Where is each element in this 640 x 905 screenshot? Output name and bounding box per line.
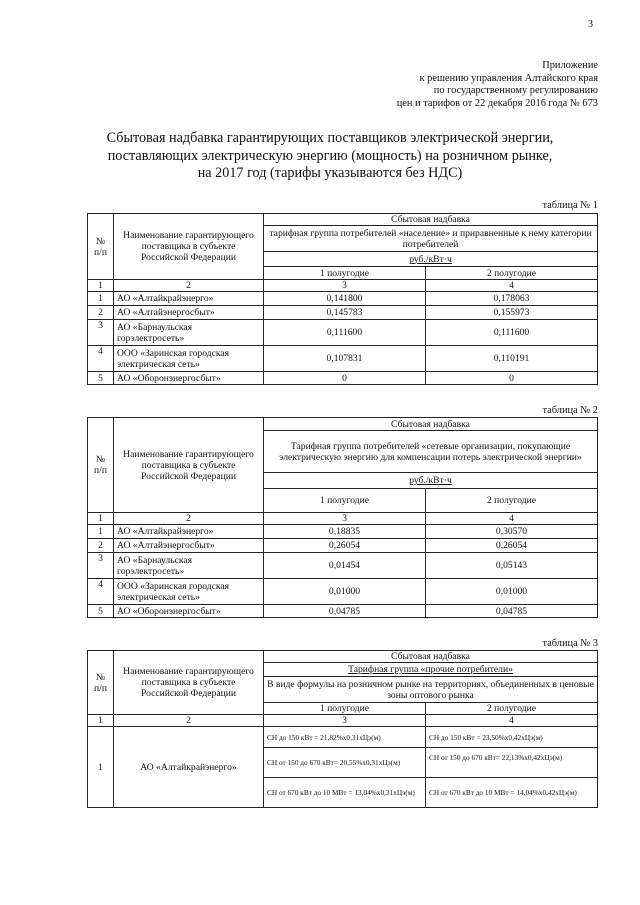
header-markup: Сбытовая надбавка bbox=[264, 651, 598, 663]
header-tariff-group: тарифная группа потребителей «население» и приравненные к нему категории потребителей bbox=[264, 226, 598, 252]
header-name: Наименование гарантирующего поставщика в субъекте Российской Федерации bbox=[114, 214, 264, 280]
index-cell: 3 bbox=[264, 715, 426, 727]
table-1-label: таблица № 1 bbox=[542, 200, 598, 211]
row-name: АО «Алтайкрайэнерго» bbox=[114, 727, 264, 808]
table-3 bbox=[87, 650, 598, 808]
header-name: Наименование гарантирующего поставщика в субъекте Российской Федерации bbox=[114, 651, 264, 715]
document-title bbox=[40, 130, 620, 183]
header-markup: Сбытовая надбавка bbox=[264, 418, 598, 431]
index-cell: 4 bbox=[426, 513, 598, 525]
appendix-block bbox=[278, 60, 598, 110]
row-value-h1: 0,141800 bbox=[264, 292, 426, 306]
index-cell: 3 bbox=[264, 513, 426, 525]
index-cell: 1 bbox=[88, 280, 114, 292]
index-cell: 1 bbox=[88, 715, 114, 727]
table-row bbox=[88, 553, 598, 579]
row-num: 1 bbox=[88, 525, 114, 539]
row-value-h2: 0,30570 bbox=[426, 525, 598, 539]
table-2-label: таблица № 2 bbox=[542, 405, 598, 416]
index-cell: 4 bbox=[426, 280, 598, 292]
header-unit bbox=[264, 473, 598, 489]
row-value-h2: 0,110191 bbox=[426, 346, 598, 372]
row-value-h1: 0,04785 bbox=[264, 605, 426, 618]
title-line: поставляющих электрическую энергию (мощность) на розничном рынке, bbox=[107, 147, 553, 164]
row-name: АО «Барнаульская горэлектросеть» bbox=[114, 553, 264, 579]
header-tariff-group bbox=[264, 663, 598, 677]
row-name: ООО «Заринская городская электрическая сеть» bbox=[114, 579, 264, 605]
row-name: ООО «Заринская городская электрическая сеть» bbox=[114, 346, 264, 372]
page-number: 3 bbox=[588, 19, 593, 30]
title-line: на 2017 год (тарифы указываются без НДС) bbox=[197, 165, 463, 181]
row-value-h2: 0,26054 bbox=[426, 539, 598, 553]
index-cell: 1 bbox=[88, 513, 114, 525]
row-name: АО «Алтайэнергосбыт» bbox=[114, 539, 264, 553]
table-row bbox=[88, 346, 598, 372]
row-value-h1: 0 bbox=[264, 372, 426, 385]
appendix-line: к решению управления Алтайского края bbox=[419, 72, 598, 84]
table-2 bbox=[87, 417, 598, 618]
row-num: 3 bbox=[88, 553, 114, 579]
header-num: № п/п bbox=[88, 214, 114, 280]
row-value-h1: 0,145783 bbox=[264, 306, 426, 320]
row-value-h1: 0,01000 bbox=[264, 579, 426, 605]
row-name: АО «Оборонэнергосбыт» bbox=[114, 372, 264, 385]
table-row bbox=[88, 320, 598, 346]
row-value-h2: 0,155973 bbox=[426, 306, 598, 320]
row-value-h2: 0,01000 bbox=[426, 579, 598, 605]
row-name: АО «Оборонэнергосбыт» bbox=[114, 605, 264, 618]
header-half-2: 2 полугодие bbox=[426, 267, 598, 280]
header-num: № п/п bbox=[88, 651, 114, 715]
row-name: АО «Алтайэнергосбыт» bbox=[114, 306, 264, 320]
table-3-label: таблица № 3 bbox=[542, 638, 598, 649]
formula-h2-670-10mw: СН от 670 кВт до 10 МВт = 14,04%х0,42хЦэ(м) bbox=[426, 778, 598, 808]
header-unit bbox=[264, 252, 598, 267]
index-cell: 3 bbox=[264, 280, 426, 292]
header-half-1: 1 полугодие bbox=[264, 267, 426, 280]
formula-h2-150-670: СН от 150 до 670 кВт= 22,13%х0,42хЦэ(м) bbox=[426, 748, 598, 778]
appendix-line: цен и тарифов от 22 декабря 2016 года № 673 bbox=[396, 97, 598, 109]
row-value-h1: 0,18835 bbox=[264, 525, 426, 539]
table-1 bbox=[87, 213, 598, 385]
row-value-h1: 0,01454 bbox=[264, 553, 426, 579]
appendix-line: Приложение bbox=[542, 60, 598, 71]
row-value-h2: 0,111600 bbox=[426, 320, 598, 346]
formula-h1-670-10mw: СН от 670 кВт до 10 МВт = 13,04%х0,31хЦэ(м) bbox=[264, 778, 426, 808]
index-cell: 4 bbox=[426, 715, 598, 727]
header-half-1: 1 полугодие bbox=[264, 489, 426, 513]
table-row bbox=[88, 372, 598, 385]
table-row bbox=[88, 525, 598, 539]
header-half-2: 2 полугодие bbox=[426, 489, 598, 513]
row-num: 5 bbox=[88, 372, 114, 385]
row-value-h1: 0,26054 bbox=[264, 539, 426, 553]
row-num: 2 bbox=[88, 539, 114, 553]
row-num: 2 bbox=[88, 306, 114, 320]
unit-text: руб./кВт·ч bbox=[409, 475, 452, 486]
header-formula-note: В виде формулы на розничном рынке на территориях, объединенных в ценовые зоны оптового рынка bbox=[264, 677, 598, 703]
row-num: 1 bbox=[88, 292, 114, 306]
formula-h2-up-to-150: СН до 150 кВт = 23,50%х0,42хЦэ(м) bbox=[426, 727, 598, 748]
unit-text: руб./кВт·ч bbox=[409, 253, 452, 265]
row-value-h2: 0,05143 bbox=[426, 553, 598, 579]
table-row bbox=[88, 605, 598, 618]
index-cell: 2 bbox=[114, 715, 264, 727]
row-name: АО «Барнаульская горэлектросеть» bbox=[114, 320, 264, 346]
row-num: 5 bbox=[88, 605, 114, 618]
index-cell: 2 bbox=[114, 513, 264, 525]
table-row bbox=[88, 727, 598, 748]
header-tariff-group: Тарифная группа потребителей «сетевые организации, покупающие электрическую энергию для компенсации потерь электрической энергии» bbox=[264, 431, 598, 473]
header-half-2: 2 полугодие bbox=[426, 703, 598, 715]
tariff-group-text: Тарифная группа «прочие потребители» bbox=[348, 664, 513, 675]
row-num: 1 bbox=[88, 727, 114, 808]
row-num: 4 bbox=[88, 346, 114, 372]
formula-h1-150-670: СН от 150 до 670 кВт= 20,55%х0,31хЦэ(м) bbox=[264, 748, 426, 778]
table-row bbox=[88, 579, 598, 605]
header-num: № п/п bbox=[88, 418, 114, 513]
table-row bbox=[88, 292, 598, 306]
row-name: АО «Алтайкрайэнерго» bbox=[114, 292, 264, 306]
row-value-h1: 0,107831 bbox=[264, 346, 426, 372]
header-half-1: 1 полугодие bbox=[264, 703, 426, 715]
table-row bbox=[88, 306, 598, 320]
formula-h1-up-to-150: СН до 150 кВт = 21,82%х0,31хЦэ(м) bbox=[264, 727, 426, 748]
row-value-h1: 0,111600 bbox=[264, 320, 426, 346]
row-value-h2: 0 bbox=[426, 372, 598, 385]
row-name: АО «Алтайкрайэнерго» bbox=[114, 525, 264, 539]
table-row bbox=[88, 539, 598, 553]
row-num: 3 bbox=[88, 320, 114, 346]
header-markup: Сбытовая надбавка bbox=[264, 214, 598, 226]
title-line: Сбытовая надбавка гарантирующих поставщиков электрической энергии, bbox=[106, 130, 554, 146]
appendix-line: по государственному регулированию bbox=[433, 85, 598, 97]
header-name: Наименование гарантирующего поставщика в субъекте Российской Федерации bbox=[114, 418, 264, 513]
row-value-h2: 0,178063 bbox=[426, 292, 598, 306]
row-value-h2: 0,04785 bbox=[426, 605, 598, 618]
row-num: 4 bbox=[88, 579, 114, 605]
index-cell: 2 bbox=[114, 280, 264, 292]
